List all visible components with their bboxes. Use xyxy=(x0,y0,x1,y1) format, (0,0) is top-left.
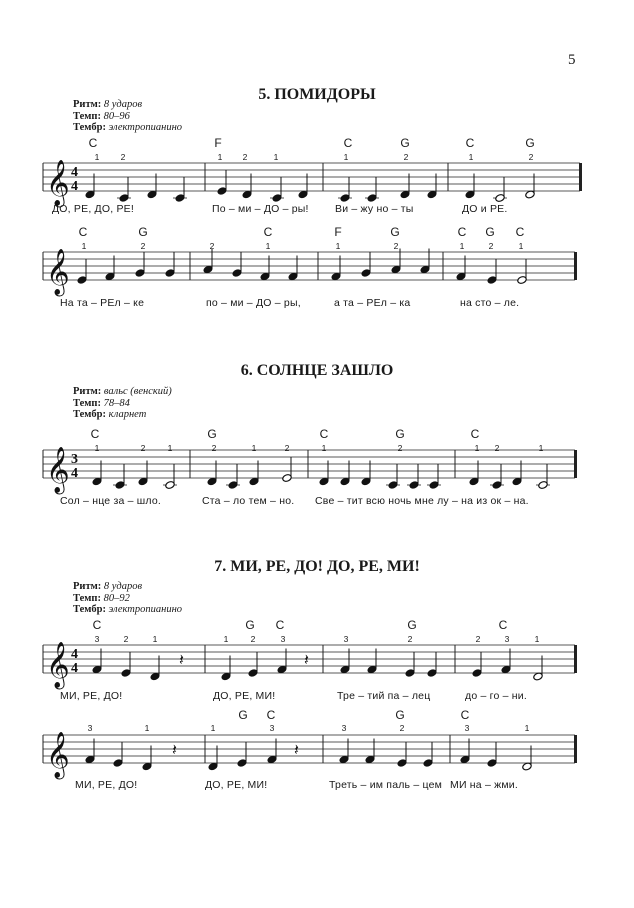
lyric-line: до – го – ни. xyxy=(465,690,527,702)
finger-number: 1 xyxy=(167,443,173,453)
finger-number: 3 xyxy=(269,723,275,733)
chord-symbol: F xyxy=(214,136,222,150)
finger-number: 3 xyxy=(341,723,347,733)
finger-number: 2 xyxy=(140,443,146,453)
chord-symbol: C xyxy=(343,136,353,150)
chord-symbol: G xyxy=(485,225,495,239)
setting-key: Темп: xyxy=(73,110,101,122)
setting-value: электропианино xyxy=(106,604,183,615)
setting-value: вальс (венский) xyxy=(101,386,172,397)
chord-symbol: C xyxy=(78,225,88,239)
chord-symbol: C xyxy=(92,618,102,632)
finger-number: 2 xyxy=(211,443,217,453)
lyric-line: Све – тит всю ночь мне лу – на из ок – на. xyxy=(315,495,529,507)
chord-symbol: G xyxy=(395,708,405,722)
finger-number: 1 xyxy=(144,723,150,733)
quarter-rest: 𝄽 xyxy=(179,650,184,669)
lyric-line: МИ, РЕ, ДО! xyxy=(60,690,123,702)
finger-number: 3 xyxy=(464,723,470,733)
chord-symbol: C xyxy=(457,225,467,239)
finger-number: 3 xyxy=(94,634,100,644)
finger-number: 1 xyxy=(251,443,257,453)
treble-clef: 𝄞 xyxy=(46,447,70,493)
finger-number: 2 xyxy=(475,634,481,644)
lyric-line: По – ми – ДО – ры! xyxy=(212,203,309,215)
setting-key: Ритм: xyxy=(73,581,102,592)
finger-number: 2 xyxy=(393,241,399,251)
finger-number: 1 xyxy=(468,152,474,162)
finger-number: 1 xyxy=(210,723,216,733)
lyric-line: Треть – им паль – цем xyxy=(329,779,443,791)
finger-number: 2 xyxy=(399,723,405,733)
time-signature-bottom: 4 xyxy=(71,661,78,676)
finger-number: 1 xyxy=(518,241,524,251)
lyric-line: ДО, РЕ, ДО, РЕ! xyxy=(52,203,134,215)
treble-clef: 𝄞 xyxy=(46,732,70,778)
finger-number: 1 xyxy=(223,634,229,644)
chord-symbol: G xyxy=(400,136,410,150)
finger-number: 3 xyxy=(343,634,349,644)
setting-value: 8 ударов xyxy=(101,581,143,592)
finger-number: 3 xyxy=(87,723,93,733)
time-signature-bottom: 4 xyxy=(71,179,78,194)
finger-number: 1 xyxy=(94,443,100,453)
setting-key: Тембр: xyxy=(73,604,107,615)
finger-number: 2 xyxy=(242,152,248,162)
setting-value: электропианино xyxy=(106,122,183,133)
chord-symbol: C xyxy=(319,427,329,441)
finger-number: 1 xyxy=(524,723,530,733)
lyric-line: на сто – ле. xyxy=(460,297,520,309)
finger-number: 2 xyxy=(403,152,409,162)
finger-number: 1 xyxy=(321,443,327,453)
chord-symbol: C xyxy=(275,618,285,632)
setting-key: Ритм: xyxy=(73,99,102,110)
page-number: 5 xyxy=(568,52,576,68)
setting-value: кларнет xyxy=(106,409,147,420)
final-bar-line xyxy=(574,735,577,763)
lyric-line: На та – РЕл – ке xyxy=(60,297,145,309)
finger-number: 3 xyxy=(504,634,510,644)
quarter-rest: 𝄽 xyxy=(294,740,299,759)
quarter-rest: 𝄽 xyxy=(304,650,309,669)
finger-number: 1 xyxy=(538,443,544,453)
chord-symbol: C xyxy=(90,427,100,441)
lyric-line: ДО, РЕ, МИ! xyxy=(213,690,276,702)
chord-symbol: G xyxy=(238,708,248,722)
finger-number: 2 xyxy=(284,443,290,453)
setting-key: Темп: xyxy=(73,397,101,409)
lyric-line: МИ, РЕ, ДО! xyxy=(75,779,138,791)
chord-symbol: G xyxy=(395,427,405,441)
setting-key: Тембр: xyxy=(73,409,107,420)
chord-symbol: C xyxy=(88,136,98,150)
time-signature-top: 4 xyxy=(71,165,78,180)
finger-number: 3 xyxy=(280,634,286,644)
setting-value: 80–92 xyxy=(100,592,130,604)
finger-number: 2 xyxy=(250,634,256,644)
chord-symbol: C xyxy=(263,225,273,239)
setting-key: Тембр: xyxy=(73,122,107,133)
finger-number: 1 xyxy=(265,241,271,251)
lyric-line: МИ на – жми. xyxy=(450,779,518,791)
chord-symbol: C xyxy=(515,225,525,239)
lyric-line: а та – РЕл – ка xyxy=(334,297,411,309)
finger-number: 1 xyxy=(94,152,100,162)
lyric-line: Ви – жу но – ты xyxy=(335,203,414,215)
time-signature-bottom: 4 xyxy=(71,466,78,481)
finger-number: 1 xyxy=(459,241,465,251)
finger-number: 2 xyxy=(397,443,403,453)
finger-number: 1 xyxy=(81,241,87,251)
finger-number: 1 xyxy=(534,634,540,644)
chord-symbol: G xyxy=(525,136,535,150)
treble-clef: 𝄞 xyxy=(46,249,70,295)
chord-symbol: G xyxy=(207,427,217,441)
finger-number: 2 xyxy=(209,241,215,251)
finger-number: 2 xyxy=(123,634,129,644)
song-title: 7. МИ, РЕ, ДО! ДО, РЕ, МИ! xyxy=(214,558,420,575)
song-title: 6. СОЛНЦЕ ЗАШЛО xyxy=(240,362,394,379)
setting-key: Темп: xyxy=(73,592,101,604)
chord-symbol: C xyxy=(498,618,508,632)
finger-number: 1 xyxy=(474,443,480,453)
chord-symbol: G xyxy=(138,225,148,239)
chord-symbol: C xyxy=(266,708,276,722)
setting-value: 8 ударов xyxy=(101,99,143,110)
finger-number: 1 xyxy=(335,241,341,251)
time-signature-top: 3 xyxy=(71,452,78,467)
finger-number: 1 xyxy=(152,634,158,644)
setting-value: 80–96 xyxy=(100,110,130,122)
finger-number: 2 xyxy=(494,443,500,453)
lyric-line: Сол – нце за – шло. xyxy=(60,495,161,507)
song-title: 5. ПОМИДОРЫ xyxy=(258,86,376,103)
lyric-line: по – ми – ДО – ры, xyxy=(206,297,301,309)
chord-symbol: G xyxy=(245,618,255,632)
finger-number: 2 xyxy=(140,241,146,251)
quarter-rest: 𝄽 xyxy=(172,740,177,759)
finger-number: 2 xyxy=(488,241,494,251)
chord-symbol: G xyxy=(390,225,400,239)
finger-number: 2 xyxy=(120,152,126,162)
finger-number: 2 xyxy=(528,152,534,162)
finger-number: 1 xyxy=(343,152,349,162)
setting-key: Ритм: xyxy=(73,386,102,397)
chord-symbol: G xyxy=(407,618,417,632)
chord-symbol: C xyxy=(470,427,480,441)
finger-number: 2 xyxy=(407,634,413,644)
time-signature-top: 4 xyxy=(71,647,78,662)
treble-clef: 𝄞 xyxy=(46,642,70,688)
chord-symbol: C xyxy=(460,708,470,722)
lyric-line: Тре – тий па – лец xyxy=(337,690,431,702)
lyric-line: ДО, РЕ, МИ! xyxy=(205,779,268,791)
treble-clef: 𝄞 xyxy=(46,160,70,206)
lyric-line: Ста – ло тем – но. xyxy=(202,495,295,507)
chord-symbol: F xyxy=(334,225,342,239)
lyric-line: ДО и РЕ. xyxy=(462,203,508,215)
chord-symbol: C xyxy=(465,136,475,150)
setting-value: 78–84 xyxy=(100,397,130,409)
finger-number: 1 xyxy=(273,152,279,162)
finger-number: 1 xyxy=(217,152,223,162)
